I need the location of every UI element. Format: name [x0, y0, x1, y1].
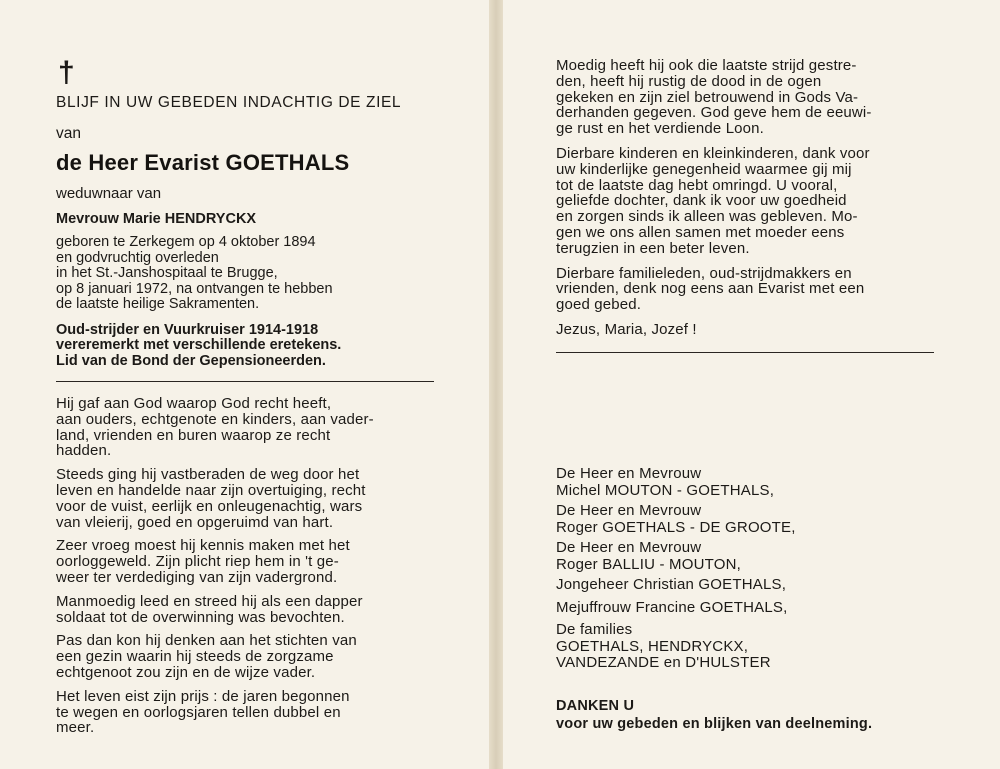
- text-line: Michel MOUTON - GOETHALS,: [556, 481, 775, 499]
- text-line: aan ouders, echtgenote en kinders, aan vader-: [56, 410, 374, 428]
- honors-block: [56, 323, 434, 370]
- honors-line: Lid van de Bond der Gepensioneerden.: [56, 352, 326, 369]
- birth-line: op 8 januari 1972, na ontvangen te hebben: [56, 280, 333, 297]
- text-line: oorloggeweld. Zijn plicht riep hem in 't ge-: [56, 553, 339, 571]
- text-line: land, vrienden en buren waarop ze recht: [56, 426, 331, 444]
- family-entry: [556, 466, 936, 499]
- text-line: geliefde dochter, dank ik voor uw goedheid: [556, 192, 847, 210]
- right-content: [556, 58, 936, 353]
- closing-prayer: [556, 322, 936, 338]
- farewell-paragraph: [556, 146, 936, 257]
- text-line: Pas dan kon hij denken aan het stichten van: [56, 632, 357, 650]
- biography-paragraph: [56, 396, 434, 459]
- text-line: Hij gaf aan God waarop God recht heeft,: [56, 395, 332, 412]
- text-line: een gezin waarin hij steeds de zorgzame: [56, 648, 334, 666]
- text-line: tot de laatste dag hebt omringd. U vooral,: [556, 176, 838, 194]
- text-line: leven en handelde naar zijn overtuiging, recht: [56, 481, 366, 499]
- farewell-paragraph: [556, 58, 936, 137]
- text-line: Dierbare familieleden, oud-strijdmakkers en: [556, 264, 852, 282]
- left-content: [56, 58, 434, 744]
- birth-line: geboren te Zerkegem op 4 oktober 1894: [56, 234, 316, 250]
- text-line: Moedig heeft hij ook die laatste strijd gestre-: [556, 57, 857, 74]
- text-line: hadden.: [56, 442, 112, 460]
- birth-line: de laatste heilige Sakramenten.: [56, 296, 260, 312]
- cross-icon: †: [58, 56, 75, 89]
- text-line: voor de vuist, eerlijk en onleugenachtig, wars: [56, 497, 363, 515]
- thanks-line: voor uw gebeden en blijken van deelneming.: [556, 716, 873, 732]
- text-line: De Heer en Mevrouw: [556, 539, 702, 556]
- text-line: De Heer en Mevrouw: [556, 502, 702, 519]
- spouse-name: Mevrouw Marie HENDRYCKX: [56, 210, 257, 227]
- family-list: [556, 466, 936, 676]
- biography-paragraph: [56, 689, 434, 736]
- biography-paragraph: [56, 467, 434, 530]
- biography-paragraph: [56, 633, 434, 680]
- text-line: gekeken en zijn ziel betrouwend in Gods Va-: [556, 88, 859, 106]
- biography-paragraph: [56, 594, 434, 626]
- text-line: meer.: [56, 719, 95, 737]
- text-line: Dierbare kinderen en kleinkinderen, dank voor: [556, 144, 870, 162]
- text-line: ge rust en het verdiende Loon.: [556, 120, 764, 138]
- text-line: derhanden gegeven. God geve hem de eeuwi-: [556, 104, 872, 122]
- birth-death-block: [56, 235, 434, 313]
- divider: [56, 381, 434, 382]
- honors-line: vereremerkt met verschillende eretekens.: [56, 337, 342, 353]
- farewell-paragraph: [556, 266, 936, 313]
- text-line: vrienden, denk nog eens aan Evarist met een: [556, 280, 865, 298]
- birth-line: in het St.-Janshospitaal te Brugge,: [56, 265, 278, 281]
- text-line: GOETHALS, HENDRYCKX,: [556, 637, 749, 655]
- text-line: van vleierij, goed en opgeruimd van hart.: [56, 513, 334, 531]
- deceased-name: de Heer Evarist GOETHALS: [56, 150, 350, 175]
- honors-line: Oud-strijder en Vuurkruiser 1914-1918: [56, 321, 319, 338]
- text-line: den, heeft hij rustig de dood in de ogen: [556, 72, 822, 90]
- text-line: Het leven eist zijn prijs : de jaren begonnen: [56, 687, 350, 705]
- family-entry: [556, 577, 936, 594]
- birth-line: en godvruchtig overleden: [56, 249, 219, 266]
- text-line: goed gebed.: [556, 296, 642, 314]
- text-line: terugzien in een beter leven.: [556, 239, 750, 257]
- text-line: te wegen en oorlogsjaren tellen dubbel en: [56, 703, 341, 721]
- van-label: van: [56, 125, 81, 142]
- text-line: Roger BALLIU - MOUTON,: [556, 555, 742, 573]
- text-line: gen we ons allen samen met moeder eens: [556, 223, 845, 241]
- text-line: Steeds ging hij vastberaden de weg door het: [56, 466, 360, 484]
- family-entry: [556, 600, 936, 617]
- thanks-block: [556, 697, 956, 733]
- text-line: Roger GOETHALS - DE GROOTE,: [556, 518, 796, 536]
- divider: [556, 352, 934, 353]
- family-entry: [556, 622, 936, 672]
- text-line: uw kinderlijke genegenheid waarmee gij mij: [556, 160, 852, 178]
- text-line: soldaat tot de overwinning was bevochten.: [56, 608, 345, 626]
- text-line: weer ter verdediging van zijn vadergrond.: [56, 568, 338, 586]
- text-line: en zorgen sinds ik alleen was gebleven. Mo-: [556, 208, 858, 226]
- text-line: Zeer vroeg moest hij kennis maken met het: [56, 537, 350, 555]
- prayer-header: BLIJF IN UW GEBEDEN INDACHTIG DE ZIEL: [56, 94, 402, 111]
- card-fold: [489, 0, 503, 769]
- text-line: Mejuffrouw Francine GOETHALS,: [556, 598, 788, 616]
- text-line: Manmoedig leed en streed hij als een dapper: [56, 592, 363, 610]
- text-line: Jongeheer Christian GOETHALS,: [556, 576, 787, 593]
- text-line: VANDEZANDE en D'HULSTER: [556, 654, 771, 671]
- thanks-title: DANKEN U: [556, 698, 635, 714]
- family-entry: [556, 540, 936, 573]
- biography-paragraph: [56, 538, 434, 585]
- text-line: De families: [556, 621, 633, 638]
- family-entry: [556, 503, 936, 536]
- text-line: Jezus, Maria, Jozef !: [556, 320, 697, 338]
- text-line: echtgenoot zou zijn en de wijze vader.: [56, 663, 316, 681]
- text-line: De Heer en Mevrouw: [556, 465, 702, 482]
- widower-label: weduwnaar van: [56, 185, 162, 202]
